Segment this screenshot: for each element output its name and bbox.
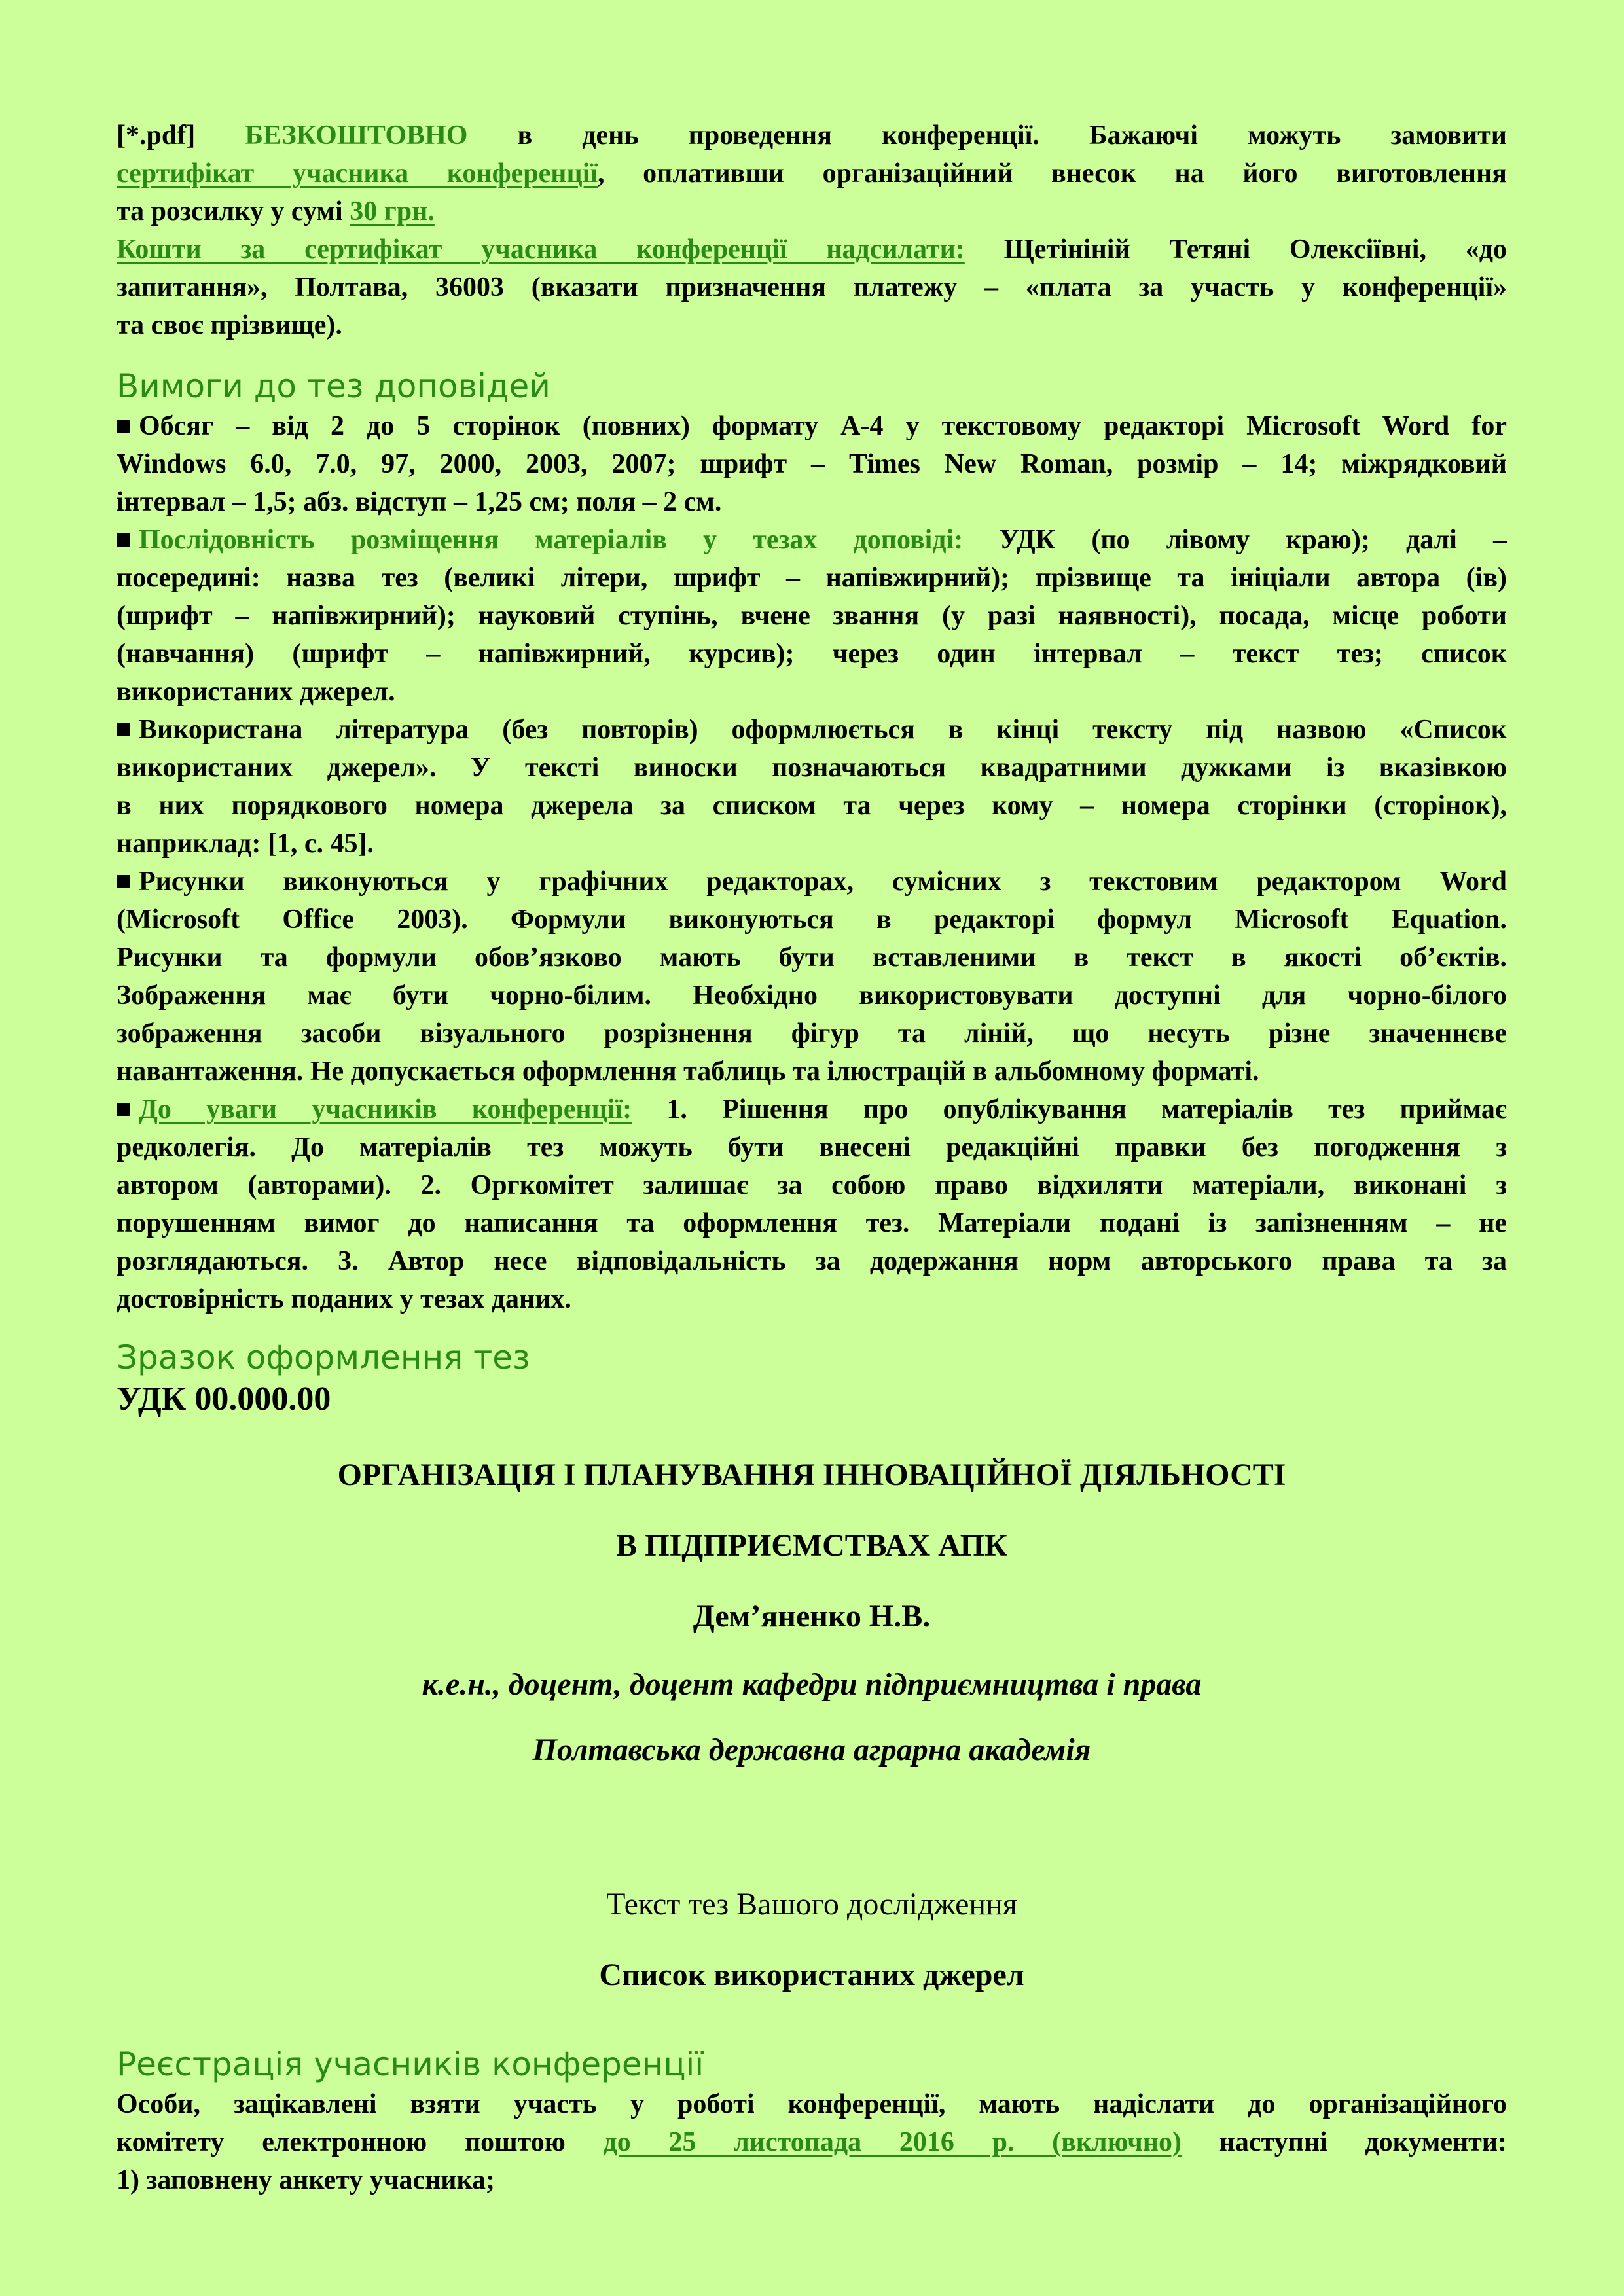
volume-paragraph [117,407,1507,483]
bullet-square-icon [117,420,130,433]
bullet-square-icon [117,723,130,736]
sequence-line: посередині: назва тез (великі літери, шрифт – напівжирний); прізвище та ініціали автора (ів) [117,563,1507,593]
intro-text-2: , оплативши організаційний внесок на його виготовлення [598,158,1507,188]
volume-line: Windows 6.0, 7.0, 97, 2000, 2003, 2007; шрифт – Times New Roman, розмір – 14; міжрядковий [117,449,1507,479]
figures-line: Рисунки та формули обов’язково мають бути вставленими в текст в якості об’єктів. [117,942,1507,973]
bullet-square-icon [117,1103,130,1116]
intro-text-3: та розсилку у сумі [117,196,350,226]
sequence-line: УДК (по лівому краю); далі – [963,525,1507,555]
intro-paragraph [117,117,1507,192]
price-link[interactable]: 30 грн. [350,196,435,226]
sample-text-placeholder: Текст тез Вашого дослідження [606,1887,1017,1922]
sample-author: Дем’яненко Н.В. [693,1599,931,1634]
certificate-link[interactable]: сертифікат учасника конференції [117,158,598,188]
sequence-paragraph [117,521,1507,673]
sequence-label: Послідовність розміщення матеріалів у тезах доповіді: [139,525,964,555]
sample-udk: УДК 00.000.00 [117,1380,331,1418]
sequence-line: (навчання) (шрифт – напівжирний, курсив); через один інтервал – текст тез; список [117,639,1507,669]
literature-paragraph [117,711,1507,825]
sample-institution: Полтавська державна аграрна академія [532,1732,1091,1767]
sample-title-line-2: В ПІДПРИЄМСТВАХ АПК [616,1528,1007,1563]
payment-text-3: та своє прізвище). [117,310,342,340]
figures-line: Рисунки виконуються у графічних редакторах, сумісних з текстовим редактором Word [139,867,1507,897]
free-label: БЕЗКОШТОВНО [245,120,468,151]
registration-line: комітету електронною поштою [117,2127,604,2157]
deadline-link[interactable]: до 25 листопада 2016 р. (включно) [603,2127,1182,2157]
document-body [117,117,1507,2199]
literature-line: наприклад: [1, с. 45]. [117,829,374,859]
bullet-square-icon [117,533,130,547]
sample-heading: Зразок оформлення тез [117,1338,530,1376]
sample-references-heading: Список використаних джерел [599,1958,1024,1992]
literature-line: в них порядкового номера джерела за списком та через кому – номера сторінки (сторінок), [117,791,1507,821]
registration-paragraph [117,2085,1507,2161]
registration-heading: Реєстрація учасників конференції [117,2045,704,2083]
intro-pdf-text: [*.pdf] [117,120,245,151]
sequence-line: використаних джерел. [117,677,395,707]
volume-line: інтервал – 1,5; абз. відступ – 1,25 см; поля – 2 см. [117,487,722,517]
literature-line: використаних джерел». У тексті виноски позначаються квадратними дужками із вказівкою [117,753,1507,783]
registration-line: Особи, зацікавлені взяти участь у роботі конференції, мають надіслати до організаційного [117,2089,1507,2119]
bullet-square-icon [117,875,130,888]
volume-line: Обсяг – від 2 до 5 сторінок (повних) формату А-4 у текстовому редакторі Microsoft Word for [139,411,1507,441]
figures-line: Зображення має бути чорно-білим. Необхідно використовувати доступні для чорно-білого [117,980,1507,1011]
payment-label-link[interactable]: Кошти за сертифікат учасника конференції надсилати: [117,234,965,264]
attention-link[interactable]: До уваги учасників конференції: [139,1094,632,1124]
figures-line: (Microsoft Office 2003). Формули виконуються в редакторі формул Microsoft Equation. [117,905,1507,935]
intro-text-1: в день проведення конференції. Бажаючі можуть замовити [467,120,1507,151]
intro-price-line [117,192,1507,230]
figures-line: навантаження. Не допускається оформлення таблиць та ілюстрацій в альбомному форматі. [117,1056,1259,1086]
payment-paragraph [117,230,1507,306]
attention-line: порушенням вимог до написання та оформлення тез. Матеріали подані із запізненням – не [117,1208,1507,1238]
attention-line: 1. Рішення про опублікування матеріалів тез приймає [632,1094,1507,1124]
registration-line: 1) заповнену анкету учасника; [117,2165,496,2195]
sample-position: к.е.н., доцент, доцент кафедри підприємництва і права [422,1667,1202,1702]
figures-paragraph [117,863,1507,1052]
figures-line: зображення засоби візуального розрізнення фігур та ліній, що несуть різне значеннєве [117,1018,1507,1049]
attention-line: редколегія. До матеріалів тез можуть бути внесені редакційні правки без погодження з [117,1132,1507,1162]
payment-text-1: Щетініній Тетяні Олексіївні, «до [964,234,1507,264]
sequence-line: (шрифт – напівжирний); науковий ступінь, вчене звання (у разі наявності), посада, місце роботи [117,601,1507,631]
attention-line: розглядаються. 3. Автор несе відповідальність за додержання норм авторського права та за [117,1246,1507,1276]
payment-text-2: запитання», Полтава, 36003 (вказати призначення платежу – «плата за участь у конференції» [117,272,1507,302]
attention-paragraph [117,1090,1507,1280]
registration-line: наступні документи: [1182,2127,1507,2157]
literature-line: Використана література (без повторів) оформлюється в кінці тексту під назвою «Список [139,715,1507,745]
requirements-heading: Вимоги до тез доповідей [117,367,550,405]
attention-line: достовірність поданих у тезах даних. [117,1284,571,1314]
attention-line: автором (авторами). 2. Оргкомітет залишає за собою право відхиляти матеріали, виконані з [117,1170,1507,1200]
sample-title-line-1: ОРГАНІЗАЦІЯ І ПЛАНУВАННЯ ІННОВАЦІЙНОЇ ДІЯЛЬНОСТІ [337,1458,1286,1492]
